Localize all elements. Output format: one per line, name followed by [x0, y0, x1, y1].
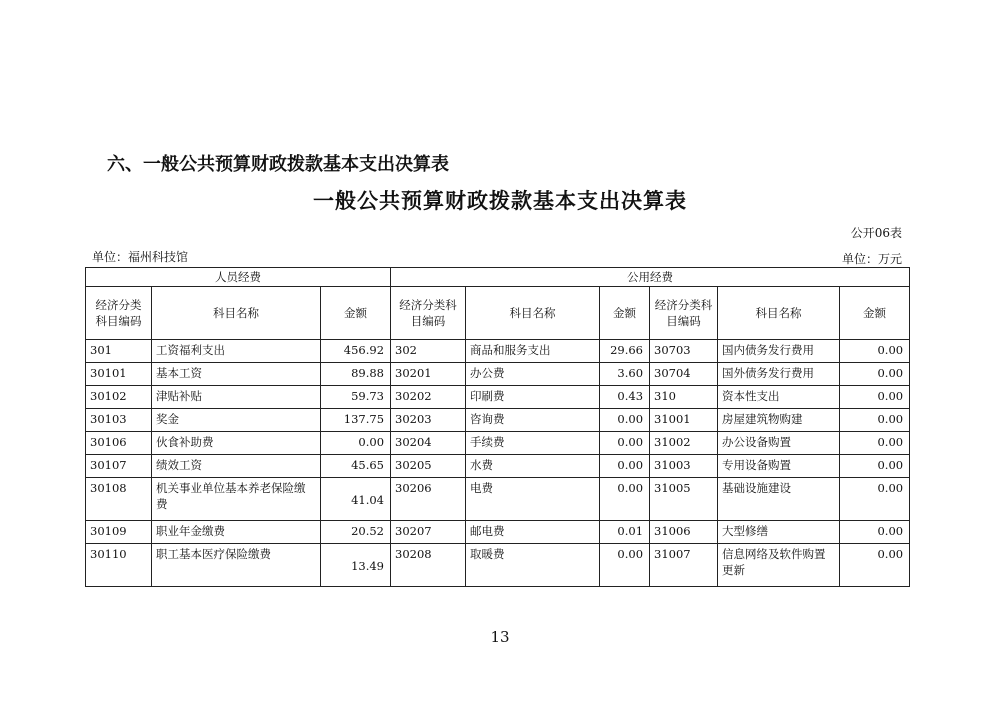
- col-header-name: 科目名称: [466, 287, 600, 340]
- amount-cell: 45.65: [321, 455, 391, 478]
- code-cell: 31005: [650, 478, 718, 521]
- name-cell: 职业年金缴费: [152, 521, 321, 544]
- amount-cell: 0.00: [840, 521, 910, 544]
- code-cell: 30703: [650, 340, 718, 363]
- name-cell: 大型修缮: [718, 521, 840, 544]
- col-header-name: 科目名称: [152, 287, 321, 340]
- code-cell: 301: [86, 340, 152, 363]
- code-cell: 31007: [650, 544, 718, 587]
- table-row: [86, 363, 910, 386]
- page-title: 一般公共预算财政拨款基本支出决算表: [313, 189, 687, 213]
- name-cell: 国外债务发行费用: [718, 363, 840, 386]
- code-cell: 30110: [86, 544, 152, 587]
- name-cell: 基本工资: [152, 363, 321, 386]
- code-cell: 310: [650, 386, 718, 409]
- table-row: [86, 544, 910, 587]
- amount-cell: 13.49: [321, 544, 391, 587]
- name-cell: 商品和服务支出: [466, 340, 600, 363]
- code-cell: 31006: [650, 521, 718, 544]
- table-row: [86, 455, 910, 478]
- code-cell: 30704: [650, 363, 718, 386]
- amount-cell: 0.00: [840, 386, 910, 409]
- name-cell: 咨询费: [466, 409, 600, 432]
- amount-cell: 0.00: [840, 455, 910, 478]
- code-cell: 30208: [391, 544, 466, 587]
- name-cell: 办公设备购置: [718, 432, 840, 455]
- code-cell: 30205: [391, 455, 466, 478]
- code-cell: 30102: [86, 386, 152, 409]
- table-row: [86, 432, 910, 455]
- amount-cell: 29.66: [600, 340, 650, 363]
- code-cell: 30107: [86, 455, 152, 478]
- name-cell: 取暖费: [466, 544, 600, 587]
- amount-cell: 0.00: [840, 432, 910, 455]
- name-cell: 津贴补贴: [152, 386, 321, 409]
- code-cell: 302: [391, 340, 466, 363]
- code-cell: 30207: [391, 521, 466, 544]
- code-cell: 30201: [391, 363, 466, 386]
- name-cell: 手续费: [466, 432, 600, 455]
- code-cell: 31001: [650, 409, 718, 432]
- form-number: 公开06表: [850, 226, 902, 240]
- reporting-unit: 单位：福州科技馆: [92, 250, 189, 264]
- amount-cell: 0.00: [840, 544, 910, 587]
- amount-cell: 0.00: [321, 432, 391, 455]
- name-cell: 水费: [466, 455, 600, 478]
- name-cell: 基础设施建设: [718, 478, 840, 521]
- name-cell: 房屋建筑物购建: [718, 409, 840, 432]
- name-cell: 专用设备购置: [718, 455, 840, 478]
- name-cell: 印刷费: [466, 386, 600, 409]
- amount-cell: 59.73: [321, 386, 391, 409]
- amount-cell: 137.75: [321, 409, 391, 432]
- name-cell: 奖金: [152, 409, 321, 432]
- amount-cell: 41.04: [321, 478, 391, 521]
- code-cell: 31002: [650, 432, 718, 455]
- name-cell: 机关事业单位基本养老保险缴费: [152, 478, 321, 521]
- group-header-public: 公用经费: [391, 268, 910, 287]
- code-cell: 30203: [391, 409, 466, 432]
- amount-cell: 0.00: [840, 340, 910, 363]
- name-cell: 办公费: [466, 363, 600, 386]
- amount-cell: 20.52: [321, 521, 391, 544]
- code-cell: 30109: [86, 521, 152, 544]
- budget-table: [85, 267, 910, 587]
- amount-cell: 0.00: [600, 544, 650, 587]
- col-header-code: 经济分类科目编码: [86, 287, 152, 340]
- name-cell: 国内债务发行费用: [718, 340, 840, 363]
- amount-cell: 0.00: [840, 409, 910, 432]
- currency-unit: 单位：万元: [841, 252, 902, 266]
- code-cell: 30106: [86, 432, 152, 455]
- name-cell: 信息网络及软件购置更新: [718, 544, 840, 587]
- amount-cell: 0.00: [840, 478, 910, 521]
- amount-cell: 0.00: [600, 478, 650, 521]
- table-row: [86, 478, 910, 521]
- section-heading: 六、一般公共预算财政拨款基本支出决算表: [107, 154, 449, 175]
- table-row: [86, 409, 910, 432]
- col-header-code: 经济分类科目编码: [650, 287, 718, 340]
- col-header-code: 经济分类科目编码: [391, 287, 466, 340]
- col-header-amount: 金额: [840, 287, 910, 340]
- amount-cell: 89.88: [321, 363, 391, 386]
- amount-cell: 0.00: [600, 455, 650, 478]
- name-cell: 职工基本医疗保险缴费: [152, 544, 321, 587]
- name-cell: 工资福利支出: [152, 340, 321, 363]
- amount-cell: 0.00: [600, 432, 650, 455]
- col-header-name: 科目名称: [718, 287, 840, 340]
- code-cell: 30204: [391, 432, 466, 455]
- amount-cell: 3.60: [600, 363, 650, 386]
- col-header-amount: 金额: [321, 287, 391, 340]
- code-cell: 30103: [86, 409, 152, 432]
- code-cell: 30206: [391, 478, 466, 521]
- page-number: 13: [490, 628, 510, 646]
- code-cell: 30108: [86, 478, 152, 521]
- amount-cell: 0.00: [840, 363, 910, 386]
- table-row: [86, 340, 910, 363]
- code-cell: 30202: [391, 386, 466, 409]
- name-cell: 绩效工资: [152, 455, 321, 478]
- name-cell: 资本性支出: [718, 386, 840, 409]
- name-cell: 邮电费: [466, 521, 600, 544]
- amount-cell: 456.92: [321, 340, 391, 363]
- col-header-amount: 金额: [600, 287, 650, 340]
- table-row: [86, 521, 910, 544]
- table-row: [86, 386, 910, 409]
- name-cell: 电费: [466, 478, 600, 521]
- group-header-personnel: 人员经费: [86, 268, 391, 287]
- amount-cell: 0.00: [600, 409, 650, 432]
- amount-cell: 0.01: [600, 521, 650, 544]
- code-cell: 30101: [86, 363, 152, 386]
- amount-cell: 0.43: [600, 386, 650, 409]
- code-cell: 31003: [650, 455, 718, 478]
- name-cell: 伙食补助费: [152, 432, 321, 455]
